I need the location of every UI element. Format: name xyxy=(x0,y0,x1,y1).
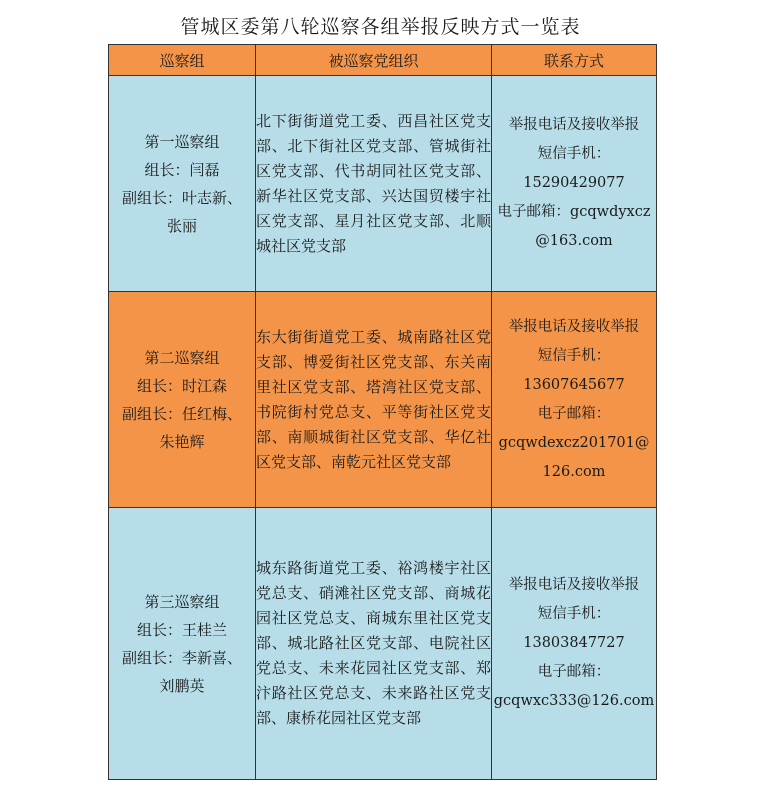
group-cell xyxy=(109,508,256,780)
units-cell: 东大街街道党工委、城南路社区党支部、博爱街社区党支部、东关南里社区党支部、塔湾社区党支部、书院街村党总支、平等街社区党支部、南顺城街社区党支部、华亿社区党支部、南乾元社区党支部 xyxy=(256,292,492,508)
table-row xyxy=(109,292,657,508)
group-leader: 组长：时江森 xyxy=(136,376,227,395)
contact-label-cont: 短信手机： xyxy=(537,146,611,162)
contact-cell xyxy=(492,508,657,780)
units-cell: 北下街街道党工委、西昌社区党支部、北下街社区党支部、管城街社区党支部、代书胡同社区党支部、新华社区党支部、兴达国贸楼宇社区党支部、星月社区党支部、北顺城社区党支部 xyxy=(256,76,492,292)
group-name: 第一巡察组 xyxy=(144,132,220,151)
contact-phone: 15290429077 xyxy=(523,175,625,191)
group-deputy-cont: 刘鹏英 xyxy=(159,676,205,695)
group-name: 第三巡察组 xyxy=(144,592,220,611)
contact-email: 电子邮箱： xyxy=(537,405,611,422)
contact-email-cont: @163.com xyxy=(535,233,613,249)
group-deputy-cont: 朱艳辉 xyxy=(159,432,205,451)
header-group: 巡察组 xyxy=(109,45,256,76)
contact-cell xyxy=(492,76,657,292)
group-deputy: 副组长：叶志新、 xyxy=(121,188,242,207)
header-row xyxy=(109,45,657,76)
contact-email-cont: gcqwxc333@126.com xyxy=(493,693,655,709)
contact-email-cont: 126.com xyxy=(542,463,606,480)
group-cell xyxy=(109,76,256,292)
contact-label-cont: 短信手机： xyxy=(537,347,611,364)
units-cell: 城东路街道党工委、裕鸿楼宇社区党总支、硝滩社区党支部、商城花园社区党总支、商城东里社区党支部、城北路社区党支部、电院社区党总支、未来花园社区党支部、郑汴路社区党总支、未来路社区党支部、康桥花园社区党支部 xyxy=(256,508,492,780)
header-contact: 联系方式 xyxy=(492,45,657,76)
contact-phone: 13803847727 xyxy=(523,635,625,651)
contact-label: 举报电话及接收举报 xyxy=(508,577,640,593)
group-deputy: 副组长：李新喜、 xyxy=(121,648,242,667)
group-deputy-cont: 张丽 xyxy=(166,216,197,235)
contact-label-cont: 短信手机： xyxy=(537,606,611,622)
group-deputy: 副组长：任红梅、 xyxy=(121,404,242,423)
contact-email-cont: gcqwdexcz201701@ xyxy=(498,434,650,451)
group-cell xyxy=(109,292,256,508)
group-leader: 组长：王桂兰 xyxy=(136,620,227,639)
contact-phone: 13607645677 xyxy=(523,376,625,393)
group-leader: 组长：闫磊 xyxy=(144,160,220,179)
contact-email: 电子邮箱：gcqwdyxcz xyxy=(497,204,651,220)
page-title: 管城区委第八轮巡察各组举报反映方式一览表 xyxy=(180,16,581,38)
table-row xyxy=(109,508,657,780)
contact-label: 举报电话及接收举报 xyxy=(508,318,640,335)
contact-label: 举报电话及接收举报 xyxy=(508,117,640,133)
table-row xyxy=(109,76,657,292)
inspection-table xyxy=(108,44,657,780)
contact-email: 电子邮箱： xyxy=(537,664,611,680)
contact-cell xyxy=(492,292,657,508)
group-name: 第二巡察组 xyxy=(144,348,220,367)
header-units: 被巡察党组织 xyxy=(256,45,492,76)
